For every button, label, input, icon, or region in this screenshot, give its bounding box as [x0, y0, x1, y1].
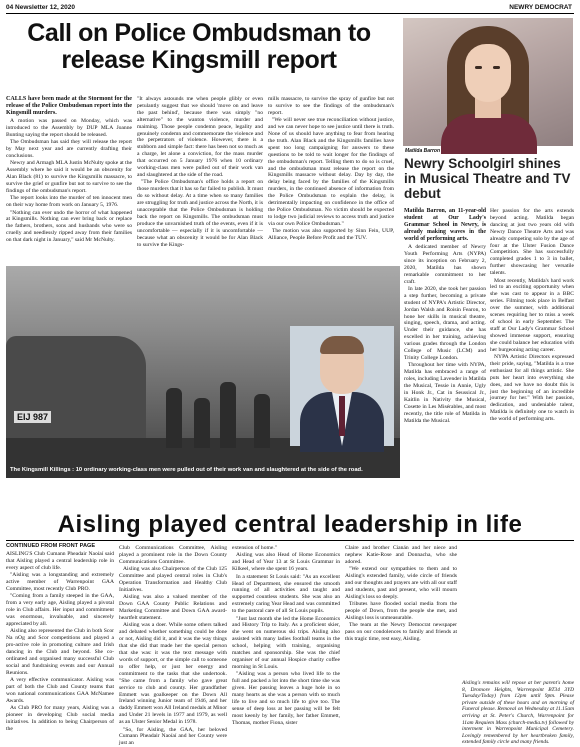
side-story-column-2 — [490, 208, 574, 508]
newspaper-name: NEWRY DEMOCRAT — [509, 4, 572, 11]
paragraph: mills massacre, to survive the spray of gunfire but not to survive to see the findings of the ombudsman's report. — [268, 96, 394, 116]
paragraph: Tributes have flooded social media from the people of Down, from the people she met, and Aislings loss is unmeasurable. — [345, 601, 457, 622]
archive-photo-caption: The Kingsmill Killings : 10 ordinary working-class men were pulled out of their work van and slaughtered at the side of the road. — [10, 467, 363, 473]
paragraph: "So, for Aisling, the GAA, her beloved Cumann Pheadair Naoíaí and her County were just an — [119, 726, 227, 747]
paragraph: The Ombudsman has said they will release the report by May next year and are currently drafting their conclusions. — [6, 139, 132, 159]
paragraph: "We extend our sympathies to them and to Aisling's extended family, wide circle of friends and our thoughts and prayers are with all our staff and students, past and present, who will mourn Aisling's loss so deeply. — [345, 566, 457, 600]
aisling-column-4 — [345, 545, 457, 731]
paragraph: The team at the Newry Democrat newspaper pass on our condolences to family and friends at this tragic time, rest easy, Aisling. — [345, 622, 457, 643]
schoolgirl-portrait-photo — [403, 18, 573, 146]
paragraph: Throughout her time with NYPA, Matilda has embraced a range of roles, including Lavender in Matilda the Musical, Tessie in Annie, Ugly in Honk Jr., Cat in Seussical Jr., Kaitlin in Nativity the Musical, Cosette in Les Misérables, and most recently, the title role of Matilda in Matilda the Musical. — [404, 362, 486, 424]
page-folio: 04 Newsletter 12, 2020 — [6, 4, 76, 11]
main-story-column-1 — [6, 96, 132, 264]
paragraph: "It always astounds me when people glibly or even petulantly suggest that we should 'move on and leave the past behind', because there was simply "no alternative" to the wanton violence, murder and maiming. Those people condemn peace, legality and genuinely condemn and commemorate the violence and the perpetrators of violence. However, there is a stubborn and simple fact: there has been not so much as a charge, let alone a conviction, for the mass murder that occurred on 5 January 1976 when 10 ordinary working-class men were pulled out of their work van and slaughtered at the side of the road. — [137, 96, 263, 178]
second-headline: Aisling played central leadership in life — [57, 511, 523, 538]
paragraph: "We will never see true reconciliation without justice, and we can never hope to see justice until there is truth. None of us should have anything to fear from hearing the truth. Alan Black and the Kingsmills families have spent too long campaigning for answers to these questions to be told to wait longer for the findings of the ombudsman's report. Telling them to do so is cruel, and the ombudsman must release the report on the Kingsmills massacre without delay. Day by day, the delay being faced by the families of the Kingsmills murders, in the continued absence of information from the Police Ombudsman to explain the delay, is detrimentally impacting on confidence in the office of the Police Ombudsman. No victim should be expected to lodge two judicial reviews to access truth and justice via our own Police Ombudsman." — [268, 117, 394, 227]
continued-label: CONTINUED FROM FRONT PAGE — [6, 543, 96, 549]
main-story-column-2 — [137, 96, 263, 264]
paragraph: A very effective communicator. Aisling was part of both the Club and County teams that won national communications GAA McNamee Awards. — [6, 677, 114, 705]
paragraph: Aisling was also a valued member of the Down GAA County Public Relations and Marketing Committee and Down GAA award-heartfelt statement. — [119, 594, 227, 622]
paragraph: AISLING'S Club Cumann Pheadair Naoíaí said that Aisling played a central leadership role in every aspect of club life. — [6, 551, 114, 571]
paragraph: The report looks into the murder of ten innocent men on their way home from work on January 5, 1976. — [6, 195, 132, 209]
paragraph: "Nothing can ever undo the horror of what happened at Kingsmills. Nothing can ever bring back or replace the fathers, brothers, sons and husbands who were so cruelly and needlessly ripped away from their families on that dark night in January," said Mr McNulty. — [6, 209, 132, 244]
paragraph: Her passion for the arts extends beyond acting. Matilda began dancing at just two years old with Newry Dance Theatre Arts and was already competing solo by the age of four at the Ulster Fusion Dance Competition. She has successfully completed grades 1 to 3 in ballet, further showcasing her versatile talents. — [490, 208, 574, 277]
paragraph: "Aisling was a person who lived life to the full and packed a lot into the short time she was given. Her passing leaves a huge hole in so many hearts as she was a person with so much life to live and so much life to give too. The sense of deep loss at her passing will be felt most keenly by her family, her father Emmett, Thomas, mother Fiona, sister — [232, 671, 340, 726]
mla-headshot-photo — [290, 326, 394, 446]
side-story-headline: Newry Schoolgirl shines in Musical Theatre and TV debut — [404, 156, 571, 201]
paragraph: Aisling was a doer. While some others talked and debated whether something could be done or not, Aisling did it, and it was the way things that she did that made her the special person that she was: it was the text message with words of support, or the simple call to someone to offer help, or just her energy and commitment to the tasks that she undertook. "She came from a family who gave great service to club and county. Her grandfather Emmett was goalkeeper on the Down All Ireland winning Junior team of 1946, and her daddy Emmett won All Ireland medals at Minor and Under 21 levels in 1977 and 1979, as well as an Ulster Senior Medal in 1978. — [119, 622, 227, 726]
paragraph: In a statement St Louis said: "As an excellent Head of Department, she ensured the smooth running of all activities and taught and supported countless students. She was also an extremely caring Year Head and was committed to the pastoral care of all St Louis pupils. — [232, 573, 340, 615]
aisling-column-3 — [232, 545, 340, 731]
paragraph: Most recently, Matilda's hard work led to an exciting opportunity when she was cast to appear in a BBC series. Filming took place in Belfast over the summer, with additional scenes requiring her to miss a week of school in early September. The staff at Our Lady's Grammar School showed immense support, ensuring she could balance her education with her burgeoning acting career. — [490, 277, 574, 353]
portrait-caption: Matilda Barron — [405, 148, 441, 154]
main-story-column-3 — [268, 96, 394, 264]
section-rule — [6, 540, 574, 541]
aisling-column-2 — [119, 545, 227, 747]
side-story-column-1 — [404, 208, 486, 508]
paragraph: Club Communications Committee, Aisling played a prominent role in the Down County Communications Committee. — [119, 545, 227, 565]
paragraph: A motion was passed on Monday, which was introduced to the Assembly by DUP MLA Joanne Bunting saying the report should be released. — [6, 117, 132, 138]
paragraph: "Coming from a family steeped in the GAA, from a very early age, Aisling played a pivotal role in Club affairs. Her input and commitment was enormous, invaluable, and sincerely appreciated by all. — [6, 593, 114, 628]
paragraph: A dedicated member of Newry Youth Performing Arts (NYPA) since its inception on February 2, 2020, Matilda has shown remarkable commitment to her craft. — [404, 243, 486, 285]
funeral-notice: Aisling's remains will repose at her parent's home 8, Dromore Heights, Warrenpoint BT34 3YD Tuesday/Today) from 12pm until 9pm. Please private outside of these hours and on morning of Funeral please. Removal on Wednesday at 11.15am arriving at St. Peter's Church, Warrenpoint for 11am Requiem Mass (church-media.tv) followed by interment in Warrenpoint Municipal Cemetery. Lovingly remembered by her heartbroken family, extended family circle and many friends. — [462, 680, 574, 746]
paragraph: Claire and brother Cianán and her niece and nephew Katie-Rose and Donnacha, who she adored. — [345, 545, 457, 565]
number-plate: EIJ 987 — [14, 411, 51, 423]
paragraph: Aisling also represented the Club in both Scor Na nOg and Scor competitions and played a pro-active role in promoting culture and Irish dancing in the Club and beyond. She co-ordinated and organised many successful Club social and fundraising events and our Annual Reunions. — [6, 628, 114, 676]
paragraph: As Club PRO for many years, Aisling was a pioneer in developing Club social media initiatives. In addition to being Chairperson of the — [6, 705, 114, 733]
aisling-column-1 — [6, 551, 114, 731]
paragraph: extension of home." — [232, 545, 278, 551]
paragraph: Newry and Armagh MLA Justin McNulty spoke at the Assembly where he said it would be an obscenity for Alan Black (81) to survive the Kingsmills massacre, to survive the grief or gunfire but not to survive to see the findings of the ombudsman's report. — [6, 160, 132, 194]
paragraph: The motion was also supported by Sinn Fein, UUP, Alliance, People Before Profit and the TUV. — [268, 228, 394, 242]
top-rule — [6, 13, 574, 14]
paragraph: In late 2020, she took her passion a step further, becoming a private student of NYPA's Artistic Director, Jordan Walsh and Roisin Fearon, to hone her skills in musical theatre, singing, speech, drama, and acting. Under their guidance, she has excelled in her training, achieving various grades through the London College of Music (LCM) and Trinity College London. — [404, 285, 486, 361]
main-story-lead: CALLS have been made at the Stormont for the release of the Police Ombudsman report into the Kingsmill murders. — [6, 96, 132, 117]
paragraph: "Aisling was a longstanding and extremely active member of Warrenpoint GAA Committee, most recently Club PRO. — [6, 572, 114, 593]
paragraph: Aisling was also Head of Home Economics and Head of Year 13 at St Louis Grammar in Kilkeel, where she spent 16 years. — [232, 552, 340, 573]
paragraph: "The Police Ombudsman's office holds a report on those murders that it has so far failed to publish. It must do so without delay. At a time when so many families are struggling for truth and justice across the North, it is unacceptable that the Police Ombudsman is holding back the report on Kingsmills. The ombudsman must produce the unvarnished truth of the events, even if it is uncomfortable — especially if it is uncomfortable — because what an obscenity it would be for Alan Black to survive the Kings- — [137, 179, 263, 248]
paragraph: NYPA Artistic Directors expressed their pride, saying, "Matilda is a true enthusiast for all things artistic. She puts her heart into everything she does, and we have no doubt this is just the beginning of an incredible journey for her." With her passion, dedication, and undeniable talent, Matilda is definitely one to watch in the world of performing arts. — [490, 354, 574, 423]
side-story-lead: Matilda Barron, an 11-year-old student at Our Lady's Grammar School in Newry, is already making waves in the world of performing arts. — [404, 208, 486, 243]
paragraph: "Just last month she led the Home Economics and History Trip to Italy. As a proficient skier, she went on numerous ski trips. Aisling also assisted with many ladies football teams in the school, helping with training, organising matches and sponsorship. She was the chief organiser of our annual Hospice charity coffee morning in St Louis. — [232, 615, 340, 670]
main-headline: Call on Police Ombudsman to release Kingsmill report — [27, 19, 371, 74]
paragraph: Aisling was also Chairperson of the Club 125 Committee and played central roles in Club's Operation Transformation and Healthy Club Initiatives. — [119, 566, 227, 593]
